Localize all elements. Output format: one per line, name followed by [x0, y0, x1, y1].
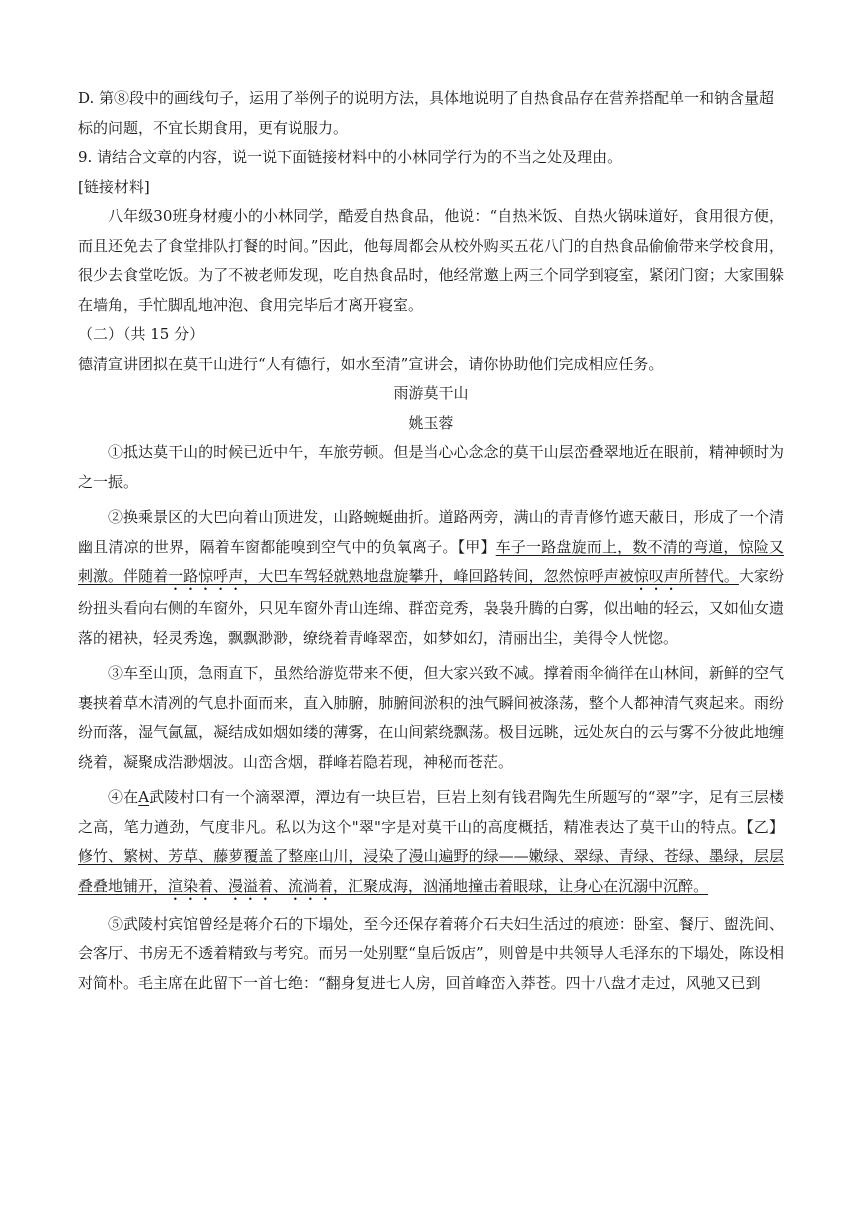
p2-text-a: ②换乘景区的大巴向着山顶进发，山路蜿蜒曲折。道路两旁，满山的青青修竹遮天蔽日，形成了一个清幽且清凉的世界，隔着车窗都能嗅到空气中的负氧离子。【甲】: [78, 508, 784, 556]
linked-material: 八年级30班身材瘦小的小林同学，酷爱自热食品，他说：“自热米饭、自热火锅味道好，食用很方便，而且还免去了食堂排队打餐的时间。”因此，他每周都会从校外购买五花八门的自热食品偷偷带来学校食用，很少去食堂吃饭。为了不被老师发现，吃自热食品时，他经常邀上两三个同学到寝室，紧闭门窗；大家围躲在墙角，手忙脚乱地冲泡、食用完毕后才离开寝室。: [78, 207, 784, 314]
article-title: 雨游莫干山: [393, 384, 469, 402]
jia-underlined-1: 车子一路盘旋而上，数不清的弯道，惊险又刺激。伴随着: [78, 537, 784, 585]
option-d: [78, 84, 784, 143]
jia-dotted-1: 一路惊呼声: [168, 567, 244, 585]
yi-underlined-4: 撞击着眼球，让身心在沉溺中沉醉。: [468, 876, 709, 895]
material-label: [链接材料]: [78, 177, 150, 196]
section-heading: （二）（共 15 分）: [78, 325, 205, 343]
paragraph-5: ⑤武陵村宾馆曾经是蒋介石的下塌处，至今还保存着蒋介石夫妇生活过的痕迹：卧室、餐厅、盥洗间、会客厅、书房无不透着精致与考究。而另一处别墅“皇后饭店”，则曾是中共领导人毛泽东的下塌处，陈设相对简朴。毛主席在此留下一首七绝：“翻身复进七人房，回首峰峦入莽苍。四十八盘才走过，风驰又已到: [78, 914, 784, 992]
p4-text-b: 武陵村口有一个滴翠潭，潭边有一块巨岩，巨岩上刻有钱君陶先生所题写的“翠”字，足有三层楼之高，笔力遒劲，气度非凡。私以为这个"翠"字是对莫干山的高度概括，精准表达了莫干山的特点。【乙】: [78, 788, 784, 836]
yi-underlined-2: 铺开，: [123, 876, 169, 895]
p4-text-a: ④在: [108, 788, 139, 806]
p2-text-b: 大家纷纷扭头看向右侧的车窗外，只见车窗外青山连绵、群峦竞秀，袅袅升腾的白雾，似出岫的轻云，又如仙女遗落的裙袂，轻灵秀逸，飘飘渺渺，缭绕着青峰翠峦，如梦如幻，清丽出尘，美得令人恍惚。: [78, 567, 784, 647]
article-author: 姚玉蓉: [408, 413, 454, 432]
yi-underlined-3: ，汇聚成海，汹涌地: [333, 876, 469, 895]
jia-underlined-3: 所替代。: [678, 567, 739, 585]
paragraph-4: [78, 783, 784, 904]
paragraph-1: ①抵达莫干山的时候已近中午，车旅劳顿。但是当心心念念的莫干山层峦叠翠地近在眼前，精神顿时为之一振。: [78, 443, 784, 491]
option-d-line2: 标的问题，不宜长期食用，更有说服力。: [78, 118, 349, 137]
yi-underlined-1: 修竹、繁树、芳草、藤萝覆盖了整座山川，浸染了漫山遍野的绿——嫩绿、翠绿、青绿、苍绿、墨绿，层层叠叠地: [78, 847, 784, 895]
question-9: 9. 请结合文章的内容，说一说下面链接材料中的小林同学行为的不当之处及理由。: [78, 148, 623, 166]
blank-a: A: [138, 788, 150, 806]
section-intro: 德清宣讲团拟在莫干山进行“人有德行，如水至清”宣讲会，请你协助他们完成相应任务。: [78, 354, 664, 373]
jia-underlined-2: ，大巴车驾轻就熟地盘旋攀升，峰回路转间，忽然惊呼声被: [243, 567, 634, 585]
jia-dotted-2: 惊叹声: [633, 567, 679, 585]
paragraph-3: ③车至山顶，急雨直下，虽然给游览带来不便，但大家兴致不减。撑着雨伞徜徉在山林间，新鲜的空气裹挟着草木清冽的气息扑面而来，直入肺腑，肺腑间淤积的浊气瞬间被涤荡，整个人都神清气爽起来。雨纷纷而落，湿气氤氲，凝结成如烟如缕的薄雾，在山间萦绕飘荡。极目远眺，远处灰白的云与雾不分彼此地缠绕着，凝聚成浩渺烟波。山峦含烟，群峰若隐若现，神秘而苍茫。: [78, 664, 784, 771]
page-content: [78, 84, 784, 998]
option-d-line1: D. 第⑧段中的画线句子，运用了举例子的说明方法，具体地说明了自热食品存在营养搭配单一和钠含量超: [78, 89, 775, 107]
yi-dotted-1: 渲染着、漫溢着、流淌着: [168, 876, 334, 895]
paragraph-2: [78, 503, 784, 653]
